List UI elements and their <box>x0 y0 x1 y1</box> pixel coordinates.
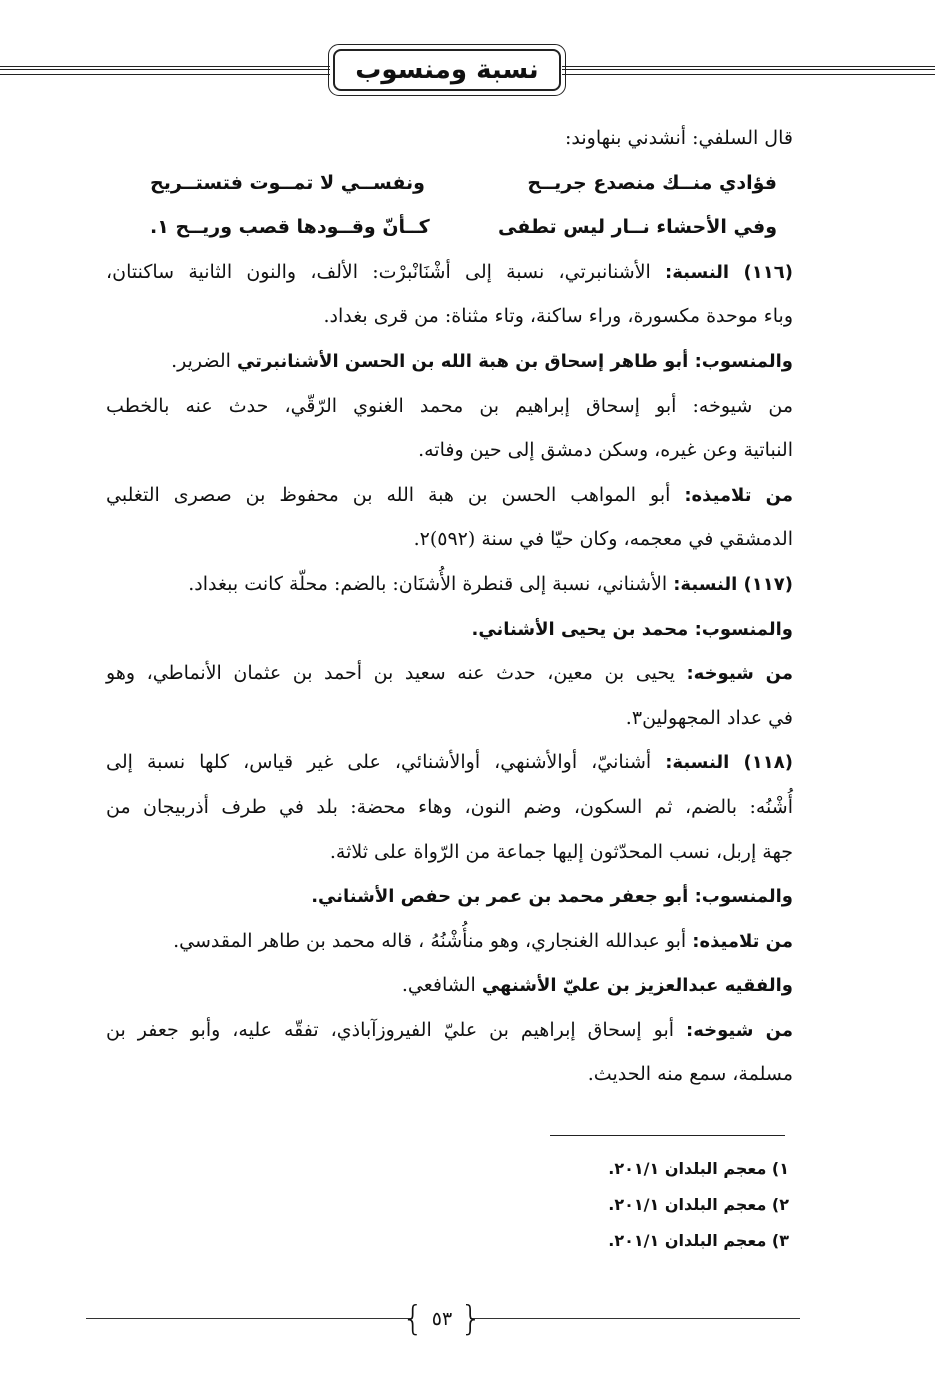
entry-text: أبو إسحاق إبراهيم بن عليّ الفيروزآباذي، تفقّه عليه، وأبو جعفر بن <box>106 1018 687 1041</box>
text-line-7: من شيوخه: أبو إسحاق إبراهيم بن محمد الغنوي الرّقّي، حدث عنه بالخطب <box>106 394 793 417</box>
footnote-3: ٣) معجم البلدان ٢٠١/١. <box>608 1231 789 1250</box>
text-line-16: أُشْنُه: بالضم، ثم السكون، وضم النون، وهاء محضة: بلد في طرف أذربيجان من <box>106 795 793 818</box>
entry-118-nisba-line <box>106 740 793 785</box>
entry-118-students-line <box>106 919 793 964</box>
text-line-5: وباء موحدة مكسورة، وراء ساكنة، وتاء مثناة: من قرى بغداد. <box>323 305 793 328</box>
entry-117-teachers-line <box>106 651 793 696</box>
footnote-1: ١) معجم البلدان ٢٠١/١. <box>608 1159 789 1178</box>
entry-label: من شيوخه: <box>686 663 794 685</box>
text-line-1: قال السلفي: أنشدني بنهاوند: <box>565 127 793 149</box>
verse-line-1 <box>106 161 793 206</box>
entry-text: أشنانيّ، أوالأشنهي، أوالأشنائي، على غير قياس، كلها نسبة إلى <box>106 751 666 774</box>
entry-117-mansub-line <box>106 607 793 652</box>
entry-text: يحيى بن معين، حدث عنه سعيد بن أحمد بن عثمان الأنماطي، وهو <box>106 662 687 685</box>
page-number: ٥٣ <box>431 1308 453 1330</box>
header-rule-left <box>0 66 330 75</box>
verse-2-second-hemistich: كــأنّ وقــودها قصب وريــح ١. <box>150 216 430 239</box>
footer-rule-left <box>86 1318 411 1319</box>
entry-label: (١١٨) النسبة: <box>665 752 793 774</box>
entry-116-nisba-line <box>106 250 793 295</box>
text-line-14: في عداد المجهولين٣. <box>625 706 793 729</box>
entry-text: الأشنانبرتي، نسبة إلى أشْنَانْبرْت: الألف، والنون الثانية ساكنتان، <box>106 260 666 283</box>
entry-116-students-line <box>106 473 793 518</box>
text-line-10: الدمشقي في معجمه، وكان حيّا في سنة (٥٩٢)٢. <box>413 528 793 551</box>
entry-label: من تلاميذه: <box>692 930 793 952</box>
entry-label: والمنسوب: أبو طاهر إسحاق بن هبة الله بن الحسن الأشنانبرتي <box>236 350 793 372</box>
verse-1-second-hemistich: ونفســي لا تمــوت فتستــريح <box>150 171 425 194</box>
page-number-box <box>402 1299 482 1339</box>
text-line-8: النباتية وعن غيره، وسكن دمشق إلى حين وفاته. <box>418 439 793 462</box>
page-body <box>106 116 793 1097</box>
brace-left-icon: { <box>402 1299 424 1339</box>
verse-line-2 <box>106 205 793 250</box>
entry-label: من تلاميذه: <box>684 484 794 506</box>
brace-right-icon: } <box>460 1299 482 1339</box>
page-title: نسبة ومنسوب <box>333 49 561 91</box>
entry-text: الأشناني، نسبة إلى قنطرة الأُشنَان: بالضم: محلّة كانت ببغداد. <box>188 572 674 595</box>
entry-text: أبو المواهب الحسن بن هبة الله بن محفوظ بن صصرى التغلبي <box>106 483 685 506</box>
text-line-22: مسلمة، سمع منه الحديث. <box>587 1063 793 1086</box>
header-title-frame <box>328 44 566 96</box>
entry-label: والمنسوب: محمد بن يحيى الأشناني. <box>471 618 793 640</box>
entry-label: (١١٧) النسبة: <box>673 573 793 595</box>
entry-118-teachers-line <box>106 1008 793 1053</box>
entry-label: والمنسوب: أبو جعفر محمد بن عمر بن حفص الأشناني. <box>311 886 793 908</box>
entry-text: أبو عبدالله الغنجاري، وهو منأُشْنُهُ ، قاله محمد بن طاهر المقدسي. <box>173 929 693 952</box>
entry-116-mansub-line <box>106 339 793 384</box>
entry-label: والفقيه عبدالعزيز بن عليّ الأشنهي <box>481 975 793 997</box>
footnotes <box>608 1151 789 1259</box>
entry-118-faqih-line <box>106 963 793 1008</box>
entry-text: الضرير. <box>171 349 237 372</box>
text-line-17: جهة إربل، نسب المحدّثون إليها جماعة من الرّواة على ثلاثة. <box>329 840 793 863</box>
verse-2-first-hemistich: وفي الأحشاء نــار ليس تطفى <box>498 216 777 239</box>
footnote-separator <box>550 1135 785 1136</box>
entry-text: الشافعي. <box>401 974 482 997</box>
header-rule-right <box>562 66 935 75</box>
entry-118-mansub-line <box>106 874 793 919</box>
entry-label: (١١٦) النسبة: <box>665 261 793 283</box>
verse-1-first-hemistich: فؤادي منــك منصدع جريــح <box>527 171 777 194</box>
footer-rule-right <box>470 1318 800 1319</box>
entry-label: من شيوخه: <box>686 1019 794 1041</box>
entry-117-nisba-line <box>106 562 793 607</box>
footnote-2: ٢) معجم البلدان ٢٠١/١. <box>608 1195 789 1214</box>
